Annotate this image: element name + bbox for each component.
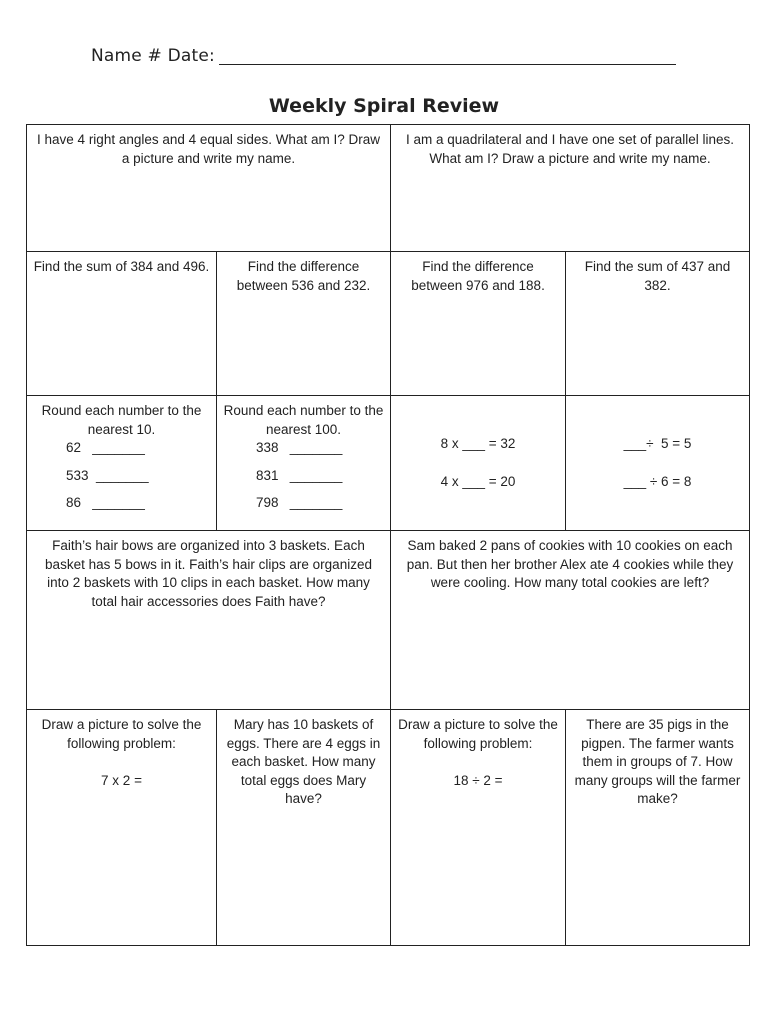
hair-accessories-word-problem-text: Faith’s hair bows are organized into 3 baskets. Each basket has 5 bows in it. Faith’s hair clips are organized into 2 baskets with 10 clips in each basket. How many total hair accessories does Faith have?	[45, 538, 376, 609]
sum-437-382-cell[interactable]	[566, 252, 750, 396]
draw-multiplication-text: Draw a picture to solve the following problem: 7 x 2 =	[41, 717, 202, 788]
cookies-word-problem-cell[interactable]	[391, 531, 750, 710]
name-date-label: Name # Date:	[91, 46, 215, 66]
square-question-text: I have 4 right angles and 4 equal sides. What am I? Draw a picture and write my name.	[37, 132, 384, 166]
round-10-item[interactable]: 86 _______	[66, 495, 145, 510]
eggs-word-problem-cell[interactable]	[217, 710, 391, 946]
round-nearest-10-prompt: Round each number to the nearest 10.	[41, 403, 206, 437]
round-100-item[interactable]: 798 _______	[256, 495, 343, 510]
multiplication-equation[interactable]: 8 x ___ = 32	[440, 436, 516, 451]
round-100-item[interactable]: 338 _______	[256, 440, 343, 455]
pigs-word-problem-cell[interactable]	[566, 710, 750, 946]
sum-384-496-cell[interactable]	[27, 252, 217, 396]
difference-536-232-text: Find the difference between 536 and 232.	[236, 259, 371, 293]
hair-accessories-word-problem-cell[interactable]	[27, 531, 391, 710]
grid-row-4	[27, 531, 750, 710]
draw-division-text: Draw a picture to solve the following problem: 18 ÷ 2 =	[398, 717, 558, 788]
trapezoid-question-cell[interactable]	[391, 125, 750, 252]
pigs-word-problem-text: There are 35 pigs in the pigpen. The farmer wants them in groups of 7. How many groups will the farmer make?	[574, 717, 745, 806]
multiplication-equation[interactable]: 4 x ___ = 20	[440, 473, 516, 489]
cookies-word-problem-text: Sam baked 2 pans of cookies with 10 cookies on each pan. But then her brother Alex ate 4 cookies while they were cooling. How many total cookies are left?	[406, 538, 737, 590]
grid-row-5	[27, 710, 750, 946]
grid-row-1	[27, 125, 750, 252]
review-grid	[26, 124, 750, 946]
draw-division-cell[interactable]	[391, 710, 566, 946]
square-question-cell[interactable]	[27, 125, 391, 252]
sum-384-496-text: Find the sum of 384 and 496.	[33, 259, 210, 274]
division-missing-dividend-cell[interactable]	[566, 396, 750, 531]
round-nearest-10-cell[interactable]	[27, 396, 217, 531]
sum-437-382-text: Find the sum of 437 and 382.	[584, 259, 735, 293]
division-equation[interactable]: ___ ÷ 6 = 8	[623, 473, 692, 489]
round-10-item[interactable]: 62 _______	[66, 440, 145, 455]
difference-536-232-cell[interactable]	[217, 252, 391, 396]
eggs-word-problem-text: Mary has 10 baskets of eggs. There are 4 eggs in each basket. How many total eggs does Mary have?	[226, 717, 385, 806]
difference-976-188-cell[interactable]	[391, 252, 566, 396]
draw-multiplication-cell[interactable]	[27, 710, 217, 946]
multiplication-missing-factor-cell[interactable]	[391, 396, 566, 531]
round-nearest-100-prompt: Round each number to the nearest 100.	[223, 403, 388, 437]
difference-976-188-text: Find the difference between 976 and 188.	[411, 259, 545, 293]
round-100-item[interactable]: 831 _______	[256, 467, 343, 483]
grid-row-3	[27, 396, 750, 531]
trapezoid-question-text: I am a quadrilateral and I have one set of parallel lines. What am I? Draw a picture and write my name.	[406, 132, 738, 166]
division-equation[interactable]: ___÷ 5 = 5	[623, 436, 692, 451]
round-nearest-100-cell[interactable]	[217, 396, 391, 531]
page-title: Weekly Spiral Review	[268, 95, 500, 117]
round-10-item[interactable]: 533 _______	[66, 467, 149, 483]
grid-row-2	[27, 252, 750, 396]
name-date-blank-line[interactable]	[219, 64, 676, 65]
